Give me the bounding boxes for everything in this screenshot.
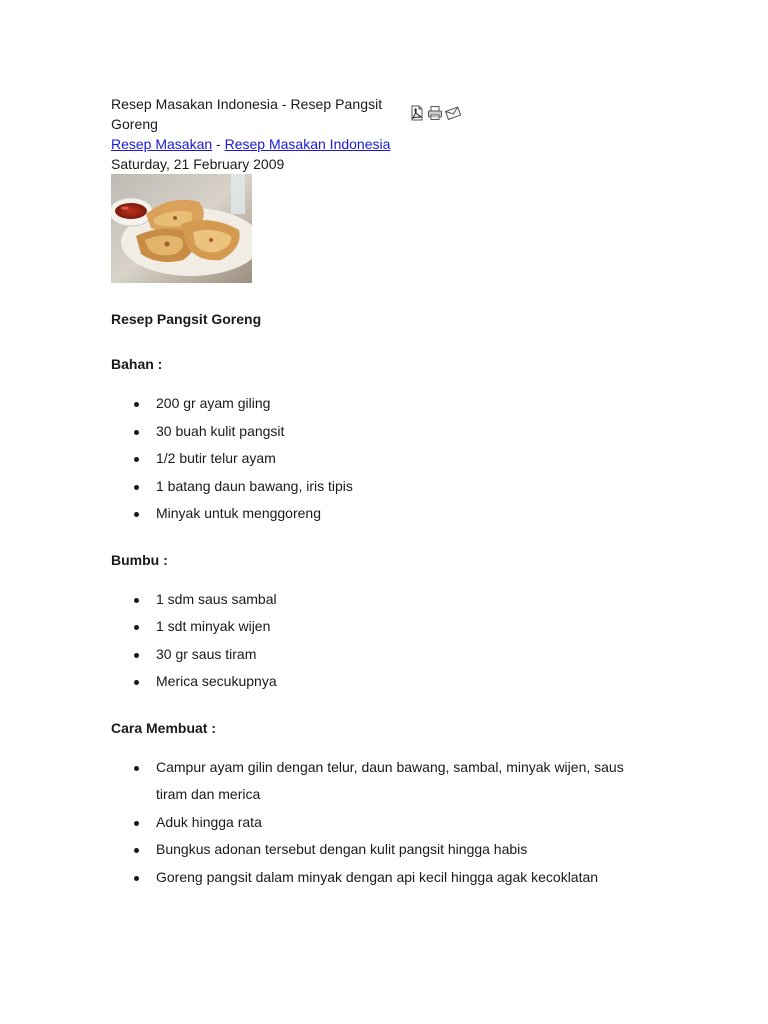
breadcrumb-separator: - [212,136,225,152]
breadcrumb [111,134,671,154]
title-row [111,94,411,134]
list-item: Aduk hingga rata [111,809,671,837]
list-item: 1 sdt minyak wijen [111,613,671,641]
email-icon[interactable] [445,105,461,121]
page-title: Resep Masakan Indonesia - Resep Pangsit Goreng [111,96,383,132]
list-item: Merica secukupnya [111,668,671,696]
list-item: 200 gr ayam giling [111,390,671,418]
list-item: Minyak untuk menggoreng [111,500,671,528]
breadcrumb-link-resep-masakan[interactable]: Resep Masakan [111,136,213,152]
recipe-photo [111,174,252,283]
article [111,94,671,891]
list-item: Goreng pangsit dalam minyak dengan api kecil hingga agak kecoklatan [111,864,671,892]
cara-heading: Cara Membuat : [111,719,217,736]
print-icon[interactable] [427,105,443,121]
list-item: 1/2 butir telur ayam [111,445,671,473]
list-item: 30 buah kulit pangsit [111,418,671,446]
document-actions [409,105,461,121]
publish-date: Saturday, 21 February 2009 [111,156,285,172]
list-item: 1 sdm saus sambal [111,586,671,614]
cara-list [111,754,671,892]
bumbu-list [111,586,671,696]
bumbu-heading: Bumbu : [111,551,168,568]
list-item: 30 gr saus tiram [111,641,671,669]
bahan-list [111,390,671,528]
pdf-icon[interactable] [409,105,425,121]
list-item: Campur ayam gilin dengan telur, daun bawang, sambal, minyak wijen, saus tiram dan merica [111,754,626,809]
breadcrumb-link-resep-masakan-indonesia[interactable]: Resep Masakan Indonesia [224,136,391,152]
list-item: 1 batang daun bawang, iris tipis [111,473,671,501]
recipe-title: Resep Pangsit Goreng [111,311,262,327]
bahan-heading: Bahan : [111,356,163,372]
list-item: Bungkus adonan tersebut dengan kulit pangsit hingga habis [111,836,671,864]
